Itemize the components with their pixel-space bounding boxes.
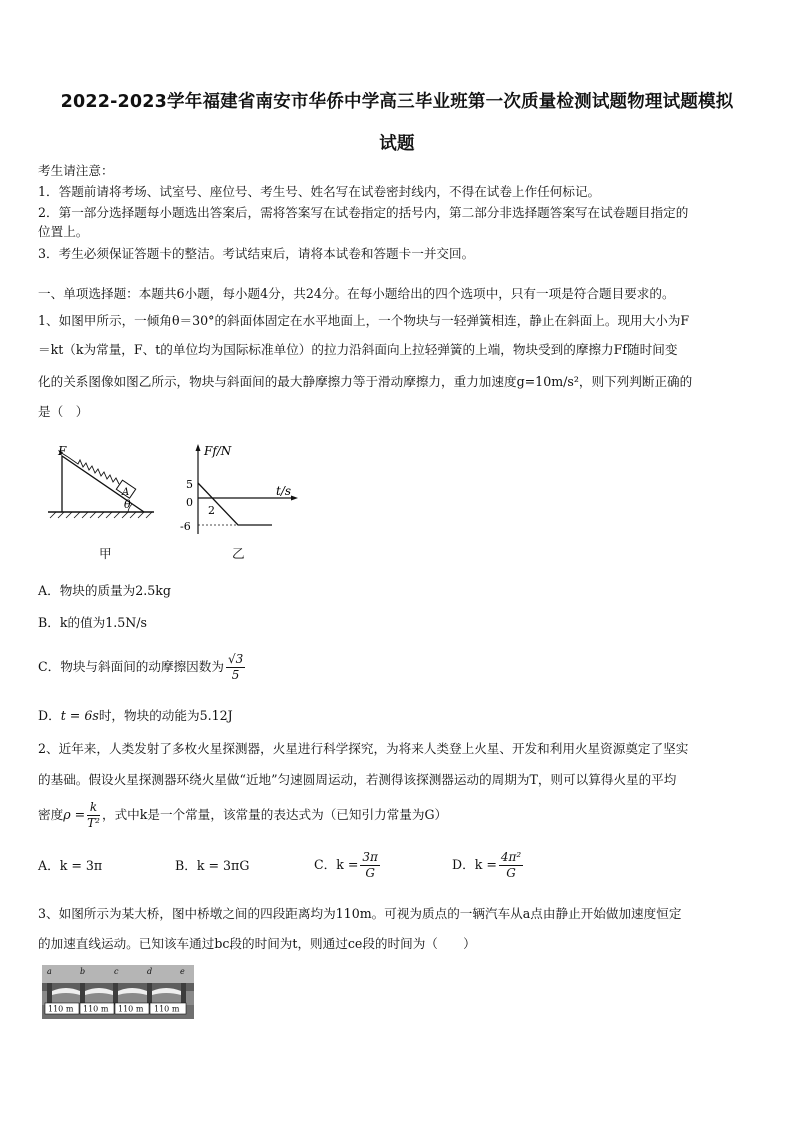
q2-line3 (38, 800, 758, 831)
point-d: d (147, 967, 153, 976)
q3-line1: 3、如图所示为某大桥，图中桥墩之间的四段距离均为110m。可视为质点的一辆汽车从a点由静止开始做加速度恒定 (38, 906, 682, 921)
frac-num: 4π² (500, 850, 522, 864)
q2-line2: 的基础。假设火星探测器环绕火星做“近地”匀速圆周运动，若测得该探测器运动的周期为T，则可以算得火星的平均 (38, 772, 677, 787)
point-a: a (47, 967, 52, 976)
doc-title-line2: 试题 (379, 134, 415, 154)
fig-caption-left: 甲 (99, 546, 112, 561)
block-label: A (122, 487, 130, 498)
segment-de: 110 m (154, 1004, 180, 1014)
q2-option-d-frac (499, 850, 523, 881)
q1-option-b: B．k的值为1.5N/s (38, 615, 148, 630)
frac-den: G (365, 866, 375, 880)
q2-density-frac (87, 800, 100, 831)
point-e: e (180, 967, 185, 976)
spring (68, 457, 119, 484)
fig-caption-right: 乙 (232, 546, 245, 561)
q1-stem-line2: ＝kt（k为常量，F、t的单位均为国际标准单位）的拉力沿斜面向上拉轻弹簧的上端，物块受到的摩擦力Ff随时间变 (38, 342, 678, 357)
q2-line1: 2、近年来，人类发射了多枚火星探测器，火星进行科学探究，为将来人类登上火星、开发和利用火星资源奠定了坚实 (38, 741, 689, 756)
tick-5: 5 (186, 478, 193, 491)
notice-heading: 考生请注意： (38, 163, 114, 178)
incline-body (62, 456, 144, 512)
q1-stem-line1: 1、如图甲所示，一倾角θ＝30°的斜面体固定在水平地面上，一个物块与一轻弹簧相连，静止在斜面上。现用大小为F (38, 313, 690, 328)
segment-bc: 110 m (83, 1004, 109, 1014)
frac-den: G (506, 866, 516, 880)
y-axis-arrow (196, 444, 201, 451)
q2-option-a: A．k = 3π (38, 858, 103, 873)
q2-line3-suffix: ，式中k是一个常量，该常量的表达式为（已知引力常量为G） (101, 807, 448, 822)
angle-label: θ (124, 498, 131, 511)
frac-num: k (87, 800, 100, 816)
q2-line3-prefix: 密度 (38, 807, 64, 822)
tick-2: 2 (208, 504, 215, 517)
segment-ab: 110 m (48, 1004, 74, 1014)
q2-option-c (314, 850, 382, 881)
frac-num: 3π (362, 850, 378, 864)
q1-stem-line3: 化的关系图像如图乙所示，物块与斜面间的最大静摩擦力等于滑动摩擦力，重力加速度g=10m/s²，则下列判断正确的 (38, 374, 693, 389)
tick-0: 0 (186, 496, 193, 509)
q1-option-d-math: t = 6s (60, 708, 99, 723)
q2-option-b: B．k = 3πG (175, 858, 250, 873)
q2-rho: ρ = (63, 807, 86, 822)
frac-num: √3 (227, 652, 244, 666)
section1-heading: 一、单项选择题：本题共6小题，每小题4分，共24分。在每小题给出的四个选项中，只有一项是符合题目要求的。 (38, 286, 675, 301)
notice-item-2: 2．第一部分选择题每小题选出答案后，需将答案写在试卷指定的括号内，第二部分非选择题答案写在试卷题目指定的 (38, 205, 689, 220)
ground-hatch (50, 512, 152, 518)
x-axis-label: t/s (276, 484, 292, 498)
q1-option-c-frac (226, 652, 245, 683)
q1-option-d-label: D． (38, 708, 61, 723)
segment-cd: 110 m (118, 1004, 144, 1014)
tick-neg6: -6 (180, 520, 191, 533)
q1-stem-line4: 是（ ） (38, 404, 89, 419)
q1-option-a: A．物块的质量为2.5kg (38, 583, 171, 598)
q2-option-c-label: C．k = (314, 857, 359, 872)
y-axis-label: Ff/N (204, 444, 232, 458)
point-b: b (80, 967, 86, 976)
q3-line2: 的加速直线运动。已知该车通过bc段的时间为t，则通过ce段的时间为（ ） (38, 936, 476, 951)
q1-option-c-text: C．物块与斜面间的动摩擦因数为 (38, 659, 224, 674)
q1-figure-incline (44, 444, 159, 524)
notice-item-1: 1．答题前请将考场、试室号、座位号、考生号、姓名写在试卷密封线内，不得在试卷上作任何标记。 (38, 184, 601, 199)
q2-option-c-frac (360, 850, 380, 881)
q1-figure-graph (176, 438, 306, 538)
q2-option-d-label: D．k = (452, 857, 497, 872)
x-axis-arrow (291, 496, 298, 501)
point-c: c (114, 967, 119, 976)
doc-title-line1: 2022-2023学年福建省南安市华侨中学高三毕业班第一次质量检测试题物理试题模拟 (60, 92, 734, 112)
notice-item-2-cont: 位置上。 (38, 224, 89, 239)
q2-option-d (452, 850, 525, 881)
notice-item-3: 3．考生必须保证答题卡的整洁。考试结束后，请将本试卷和答题卡一并交回。 (38, 246, 475, 261)
q1-option-d (38, 708, 233, 724)
q3-bridge-figure (42, 965, 194, 1019)
q1-option-c (38, 652, 247, 683)
frac-den: 5 (231, 668, 240, 682)
q1-option-d-text: 时，物块的动能为5.12J (98, 708, 233, 723)
force-label: F (58, 444, 67, 458)
frac-den: T² (87, 816, 100, 830)
